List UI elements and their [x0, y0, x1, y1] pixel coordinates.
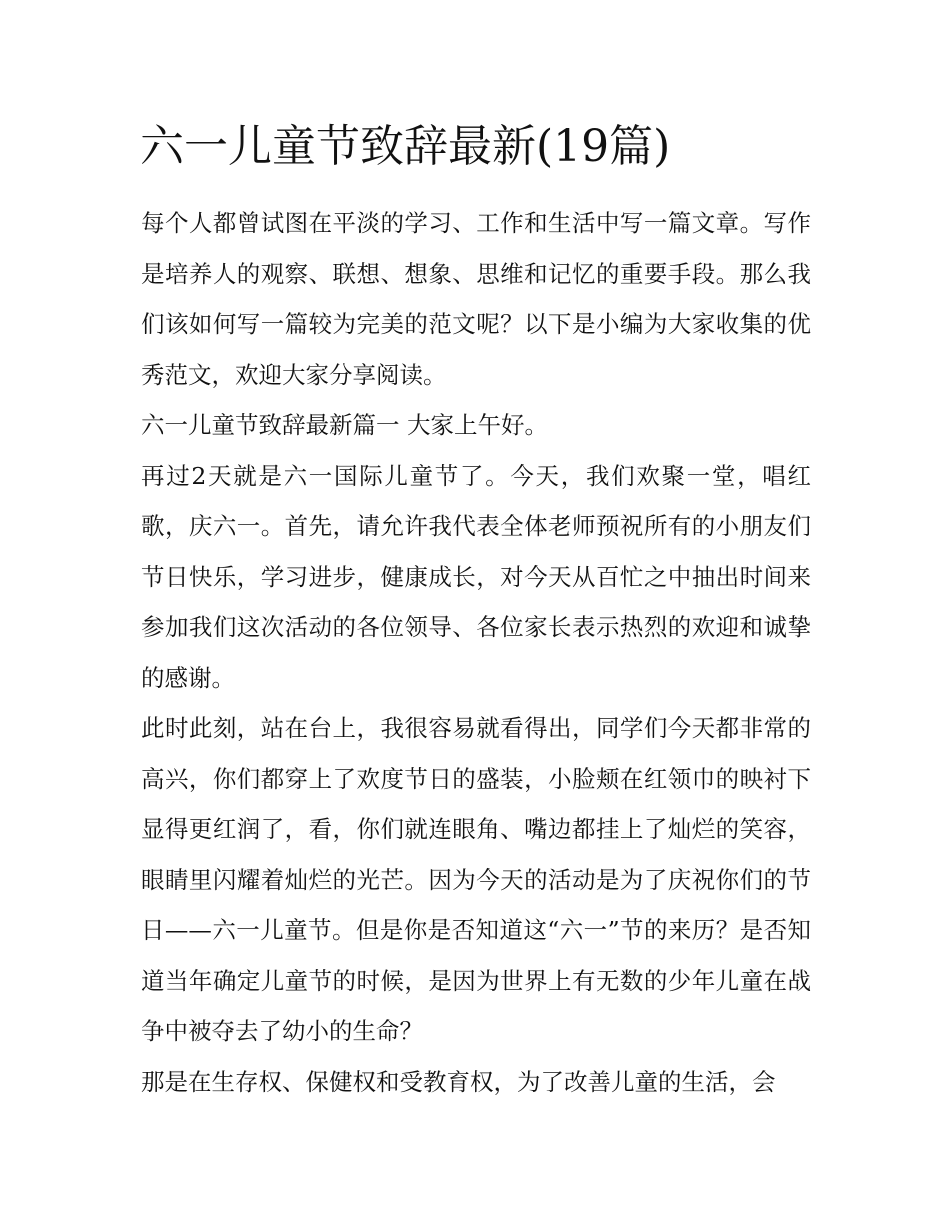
paragraph-history: 那是在生存权、保健权和受教育权，为了改善儿童的生活，会: [141, 1067, 776, 1096]
document-title: 六一儿童节致辞最新(19篇): [140, 121, 671, 172]
paragraph-intro: 每个人都曾试图在平淡的学习、工作和生活中写一篇文章。写作是培养人的观察、联想、想象、思维和记忆的重要手段。那么我们该如何写一篇较为完美的范文呢？以下是小编为大家收集的优秀范文，欢迎大家分享阅读。: [141, 209, 811, 389]
paragraph-section-heading: 六一儿童节致辞最新篇一 大家上午好。: [141, 411, 548, 439]
paragraph-greeting: 再过2天就是六一国际儿童节了。今天，我们欢聚一堂，唱红歌，庆六一。首先，请允许我代表全体老师预祝所有的小朋友们节日快乐，学习进步，健康成长，对今天从百忙之中抽出时间来参加我们这次活动的各位领导、各位家长表示热烈的欢迎和诚挚的感谢。: [141, 461, 811, 692]
document-body: [141, 198, 811, 1107]
paragraph-celebration: 此时此刻，站在台上，我很容易就看得出，同学们今天都非常的高兴，你们都穿上了欢度节日的盛装，小脸颊在红领巾的映衬下显得更红润了，看，你们就连眼角、嘴边都挂上了灿烂的笑容，眼睛里闪耀着灿烂的光芒。因为今天的活动是为了庆祝你们的节日——六一儿童节。但是你是否知道这“六一”节的来历？是否知道当年确定儿童节的时候，是因为世界上有无数的少年儿童在战争中被夺去了幼小的生命？: [141, 714, 811, 1045]
